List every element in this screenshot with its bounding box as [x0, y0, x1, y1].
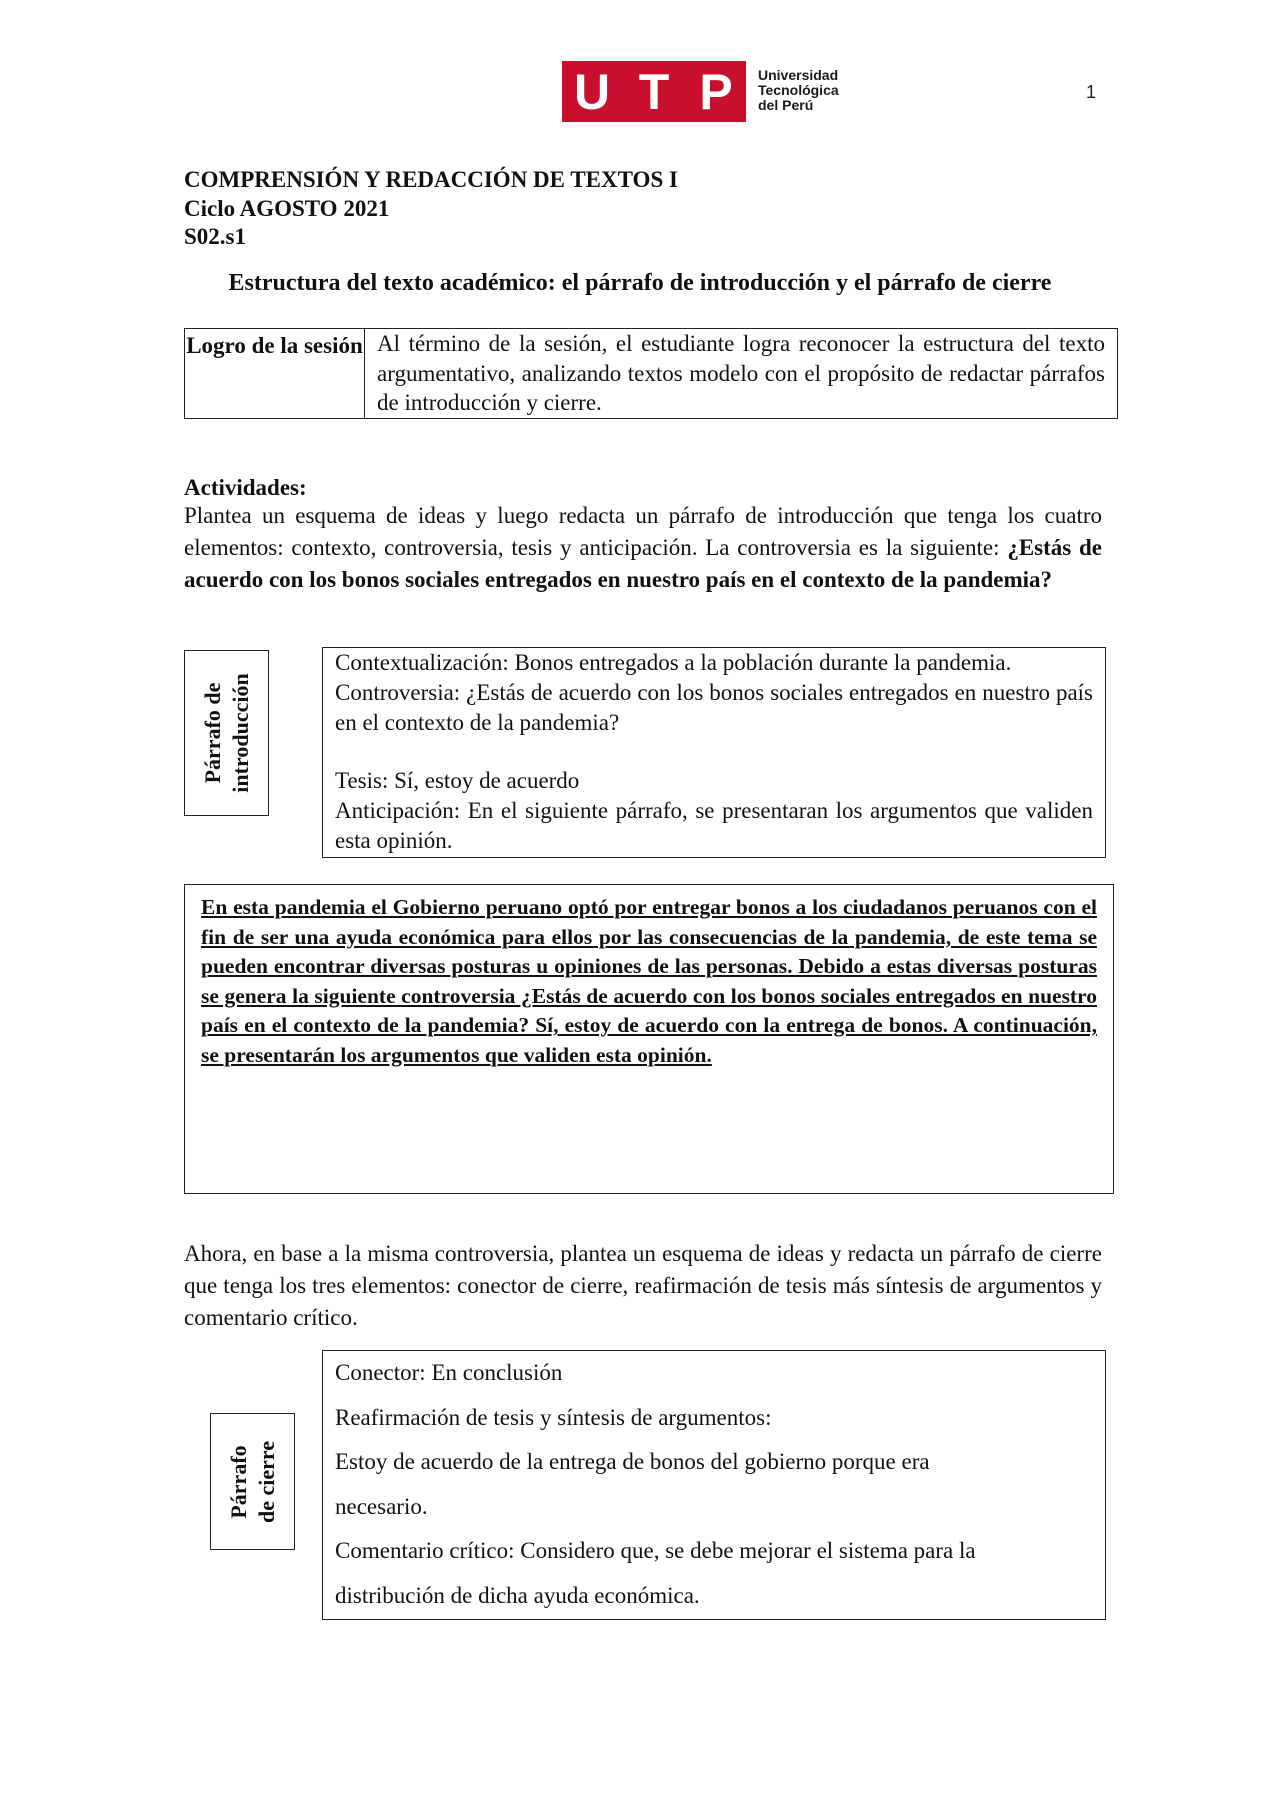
- course-cycle: Ciclo AGOSTO 2021: [184, 196, 390, 221]
- scheme-reaffirmation-text: Estoy de acuerdo de la entrega de bonos del gobierno porque era: [335, 1449, 930, 1474]
- logro-text: Al término de la sesión, el estudiante logra reconocer la estructura del texto argumentativo, analizando textos modelo con el propósito de redactar párrafos de introducción y cierre.: [377, 331, 1105, 415]
- scheme-reaffirmation-label: Reafirmación de tesis y síntesis de argumentos:: [335, 1404, 772, 1430]
- scheme-reaffirmation-text-cont: necesario.: [335, 1493, 428, 1519]
- scheme-thesis: Tesis: Sí, estoy de acuerdo: [335, 768, 580, 793]
- activities-text: Plantea un esquema de ideas y luego redacta un párrafo de introducción que tenga los cuatro elementos: contexto, controversia, tesis y anticipación. La controversia es la siguiente:: [184, 503, 1102, 560]
- course-name: COMPRENSIÓN Y REDACCIÓN DE TEXTOS I: [184, 167, 678, 192]
- intro-paragraph-box: [184, 884, 1114, 1194]
- scheme-context: Contextualización: Bonos entregados a la población durante la pandemia.: [335, 650, 1012, 675]
- page-number: 1: [1086, 82, 1097, 102]
- logro-table: [184, 328, 1118, 419]
- closing-label-box: [210, 1413, 295, 1550]
- page-title: Estructura del texto académico: el párrafo de introducción y el párrafo de cierre: [228, 270, 1052, 296]
- closing-instructions: Ahora, en base a la misma controversia, plantea un esquema de ideas y redacta un párrafo de cierre que tenga los tres elementos: conector de cierre, reafirmación de tesis más síntesis de argumentos y comentario crítico.: [184, 1241, 1102, 1330]
- intro-scheme-box: [322, 647, 1106, 858]
- scheme-controversy: Controversia: ¿Estás de acuerdo con los bonos sociales entregados en nuestro país en el contexto de la pandemia?: [335, 680, 1093, 735]
- logo-letter-p: P: [699, 64, 733, 120]
- activities-instructions: [184, 500, 1102, 596]
- scheme-critical-comment: Comentario crítico: Considero que, se debe mejorar el sistema para la: [335, 1538, 976, 1563]
- intro-label-box: [184, 650, 269, 816]
- utp-logo: [562, 61, 746, 122]
- intro-label-line: Párrafo de: [199, 682, 225, 784]
- logo-letter-t: T: [638, 64, 670, 120]
- intro-label-line: introducción: [227, 673, 253, 793]
- logo-text-line: del Perú: [758, 97, 814, 113]
- intro-paragraph: En esta pandemia el Gobierno peruano optó por entregar bonos a los ciudadanos peruanos con el fin de ser una ayuda económica para ellos por las consecuencias de la pandemia, de este tema se pueden encontrar diversas posturas u opiniones de las personas. Debido a estas diversas posturas se genera la siguiente controversia ¿Estás de acuerdo con los bonos sociales entregados en nuestro país en el contexto de la pandemia? Sí, estoy de acuerdo con la entrega de bonos. A continuación, se presentarán los argumentos que validen esta opinión.: [201, 895, 1097, 1067]
- logo-text-line: Universidad: [758, 67, 839, 83]
- controversy-question: ¿Estás de acuerdo con los bonos sociales entregados en nuestro país en el contexto de la pandemia?: [184, 535, 1102, 592]
- intro-label: [199, 673, 255, 792]
- activities-heading: Actividades:: [184, 475, 307, 500]
- closing-label-line: Párrafo: [225, 1444, 251, 1519]
- scheme-critical-comment-cont: distribución de dicha ayuda económica.: [335, 1582, 700, 1608]
- logo-wordmark: [758, 68, 878, 113]
- logro-label: Logro de la sesión: [185, 329, 365, 418]
- logo-text-line: Tecnológica: [758, 82, 839, 98]
- closing-label-line: de cierre: [253, 1440, 279, 1523]
- closing-label: [225, 1440, 281, 1522]
- session-code: S02.s1: [184, 224, 246, 249]
- logo-letter-u: U: [573, 64, 611, 120]
- scheme-anticipation: Anticipación: En el siguiente párrafo, se presentaran los argumentos que validen esta opinión.: [335, 798, 1093, 853]
- closing-scheme-box: [322, 1350, 1106, 1620]
- scheme-connector: Conector: En conclusión: [335, 1360, 563, 1385]
